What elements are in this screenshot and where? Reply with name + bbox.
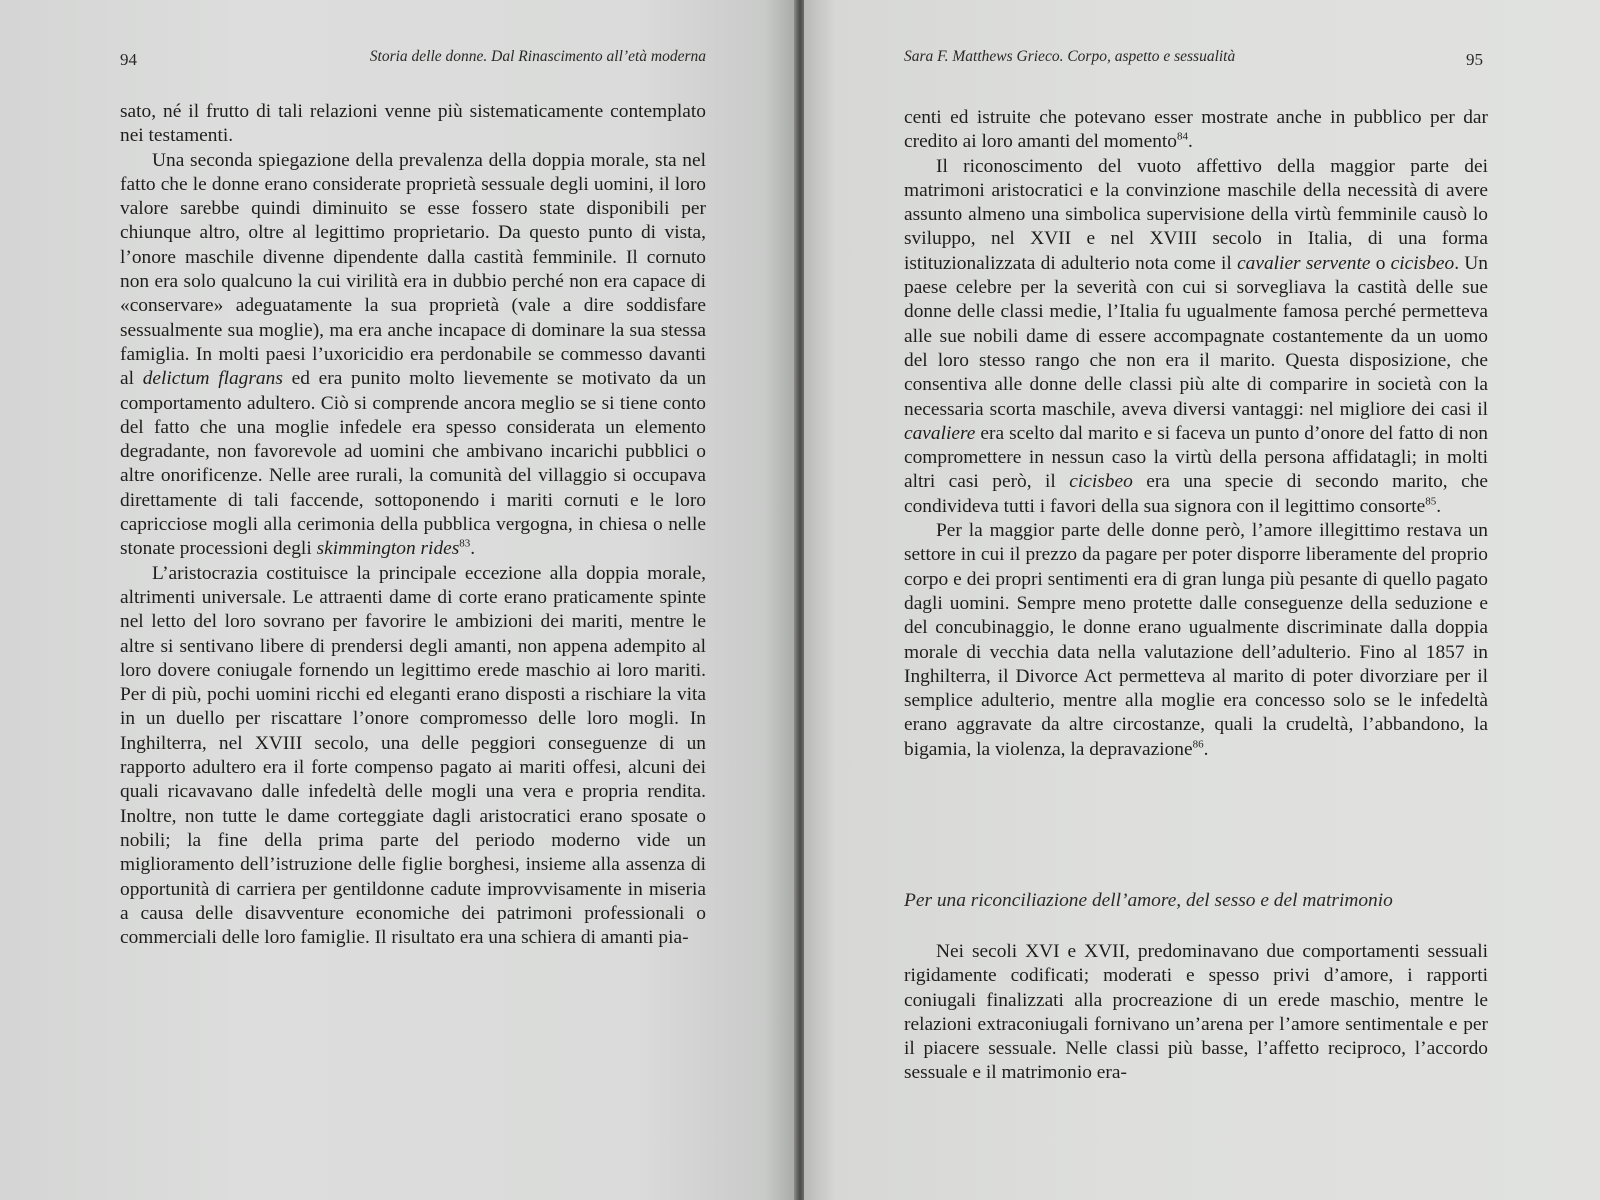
right-p1-text: centi ed istruite che potevano esser mostrate anche in pubblico per dar credito ai loro amanti del momento: [904, 107, 1488, 153]
right-p2-italic-cicisbeo-2: cicisbeo: [1069, 471, 1133, 493]
right-p3-text: Per la maggior parte delle donne però, l’amore illegittimo restava un settore in cui il prezzo da pagare per poter disporre liberamente del proprio corpo e dei propri sentimenti era di gran lunga più pesante di quello pagato dagli uomini. Sempre meno protette dalle conseguenze della seduzione e del concubinaggio, le donne erano ugualmente discriminate dalla doppia morale di vecchia data nella valutazione dell’adulterio. Fino al 1857 in Inghilterra, il Divorce Act permetteva al marito di poter divorziare per il semplice adulterio, mentre alla moglie era concesso solo se le infedeltà erano aggravate da altre circostanze, quali la crudeltà, l’abbandono, la bigamia, la violenza, la depravazione: [904, 520, 1488, 760]
left-paragraph-3: L’aristocrazia costituisce la principale eccezione alla doppia morale, altrimenti universale. Le attraenti dame di corte erano praticamente spinte nel letto del loro sovrano per favorire le ambizioni dei mariti, mentre le altre si sentivano libere di prendersi degli amanti, non appena adempito al loro dovere coniugale fornendo un legittimo erede maschio ai loro mariti. Per di più, pochi uomini ricchi ed eleganti erano disposti a rischiare la vita in un duello per riscattare l’onore compromesso delle loro mogli. In Inghilterra, nel XVIII secolo, una delle peggiori conseguenze di un rapporto adultero era il forte compenso pagato ai mariti offesi, alcuni dei quali ricavavano dalle infedeltà delle mogli una vera e propria rendita. Inoltre, non tutte le dame corteggiate dagli aristocratici erano sposate o nobili; la fine della prima parte del periodo moderno vide un miglioramento dell’istruzione delle figlie borghesi, insieme alla assenza di opportunità di carriera per gentildonne cadute improvvisamente in miseria a causa delle disavventure economiche dei patrimoni professionali o commerciali delle loro famiglie. Il risultato era una schiera di amanti pia-: [120, 562, 706, 949]
right-p1-end: .: [1188, 131, 1193, 153]
left-body-text: [120, 100, 706, 950]
left-page: [0, 0, 796, 1200]
right-p2-text-b: o: [1370, 252, 1391, 274]
left-running-head: Storia delle donne. Dal Rinascimento all’età moderna: [369, 48, 706, 65]
footnote-ref-83: 83: [459, 537, 471, 550]
right-paragraph-4: Nei secoli XVI e XVII, predominavano due comportamenti sessuali rigidamente codificati; moderati e spesso privi d’amore, i rapporti coniugali finalizzati alla procreazione di un erede maschio, mentre le relazioni extraconiugali fornivano un’arena per l’amore sentimentale e per il piacere sessuale. Nelle classi più basse, l’affetto reciproco, l’accordo sessuale e il matrimonio era-: [904, 941, 1488, 1084]
left-paragraph-2: [120, 149, 706, 562]
right-page: [804, 0, 1600, 1200]
right-paragraph-3: [904, 519, 1488, 762]
right-p2-text-c: . Un paese celebre per la severità con cui si sorvegliava la castità delle sue donne delle classi medie, l’Italia fu ugualmente famosa perché permetteva alle sue nobili dame di essere accompagnate costantemente da un uomo del loro stesso rango che non era il marito. Questa disposizione, che consentiva alle donne delle classi più alte di comparire in società con la necessaria scorta maschile, aveva diversi vantaggi: nel migliore dei casi il: [904, 252, 1489, 420]
right-p2-italic-cavaliere: cavaliere: [904, 422, 976, 444]
section-heading: Per una riconciliazione dell’amore, del sesso e del matrimonio: [904, 890, 1393, 911]
right-p2-italic-cicisbeo: cicisbeo: [1390, 252, 1455, 274]
right-p2-text-e: era una specie di secondo marito, che condivideva tutti i favori della sua signora con il legittimo consorte: [904, 471, 1488, 517]
right-running-head: Sara F. Matthews Grieco. Corpo, aspetto e sessualità: [904, 48, 1236, 65]
right-body-text: [904, 106, 1488, 762]
footnote-ref-86: 86: [1192, 738, 1204, 751]
right-p3-end: .: [1203, 738, 1209, 760]
right-page-number: 95: [1466, 50, 1483, 69]
left-p2-italic-skimmington: skimmington rides: [316, 538, 460, 560]
left-p2-text-b: ed era punito molto lievemente se motivato da un comportamento adultero. Ciò si comprende ancora meglio se si tiene conto del fatto che una moglie infedele era spesso considerata un elemento degradante, non favorevole ad uomini che ambivano incarichi pubblici o altre onorificenze. Nelle aree rurali, la comunità del villaggio si occupava direttamente di tali faccende, sottoponendo i mariti cornuti e le loro capricciose mogli alla cerimonia della pubblica vergogna, in chiesa o nelle stonate processioni degli: [120, 368, 707, 560]
left-p2-text-a: Una seconda spiegazione della prevalenza della doppia morale, sta nel fatto che le donne erano considerate proprietà sessuale degli uomini, il loro valore sarebbe quindi diminuito se esse fossero state disponibili per chiunque altro, oltre al legittimo proprietario. Da questo punto di vista, l’onore maschile divenne dipendente dalla castità femminile. Il cornuto non era solo qualcuno la cui virilità era in dubbio perché non era capace di «conservare» adeguatamente la sua proprietà (vale a dire soddisfare sessualmente sua moglie), ma era anche incapace di dominare la sua stessa famiglia. In molti paesi l’uxoricidio era perdonabile se commesso davanti al: [120, 149, 706, 390]
right-p2-end: .: [1436, 495, 1442, 517]
right-p2-text-a: Il riconoscimento del vuoto affettivo della maggior parte dei matrimoni aristocratici e la convinzione maschile della necessità di avere assunto almeno una simbolica supervisione della virtù femminile causò lo sviluppo, nel XVII e nel XVIII secolo in Italia, di una forma istituzionalizzata di adulterio nota come il: [904, 155, 1488, 274]
right-p2-italic-cavalier-servente: cavalier servente: [1237, 252, 1371, 274]
right-body-text-section: [904, 940, 1488, 1086]
left-p2-italic-delictum: delictum flagrans: [142, 368, 283, 390]
left-page-number: 94: [120, 50, 137, 69]
footnote-ref-85: 85: [1425, 495, 1437, 508]
left-p2-text-c: .: [470, 538, 476, 560]
left-paragraph-1: sato, né il frutto di tali relazioni venne più sistematicamente contemplato nei testamenti.: [120, 101, 706, 147]
right-p2-text-d: era scelto dal marito e si faceva un punto d’onore del fatto di non compromettere in nessun caso la virtù della persona affidatagli; in molti altri casi però, il: [904, 422, 1488, 493]
footnote-ref-84: 84: [1177, 130, 1189, 143]
right-paragraph-2: [904, 155, 1488, 519]
right-paragraph-1: [904, 106, 1488, 155]
